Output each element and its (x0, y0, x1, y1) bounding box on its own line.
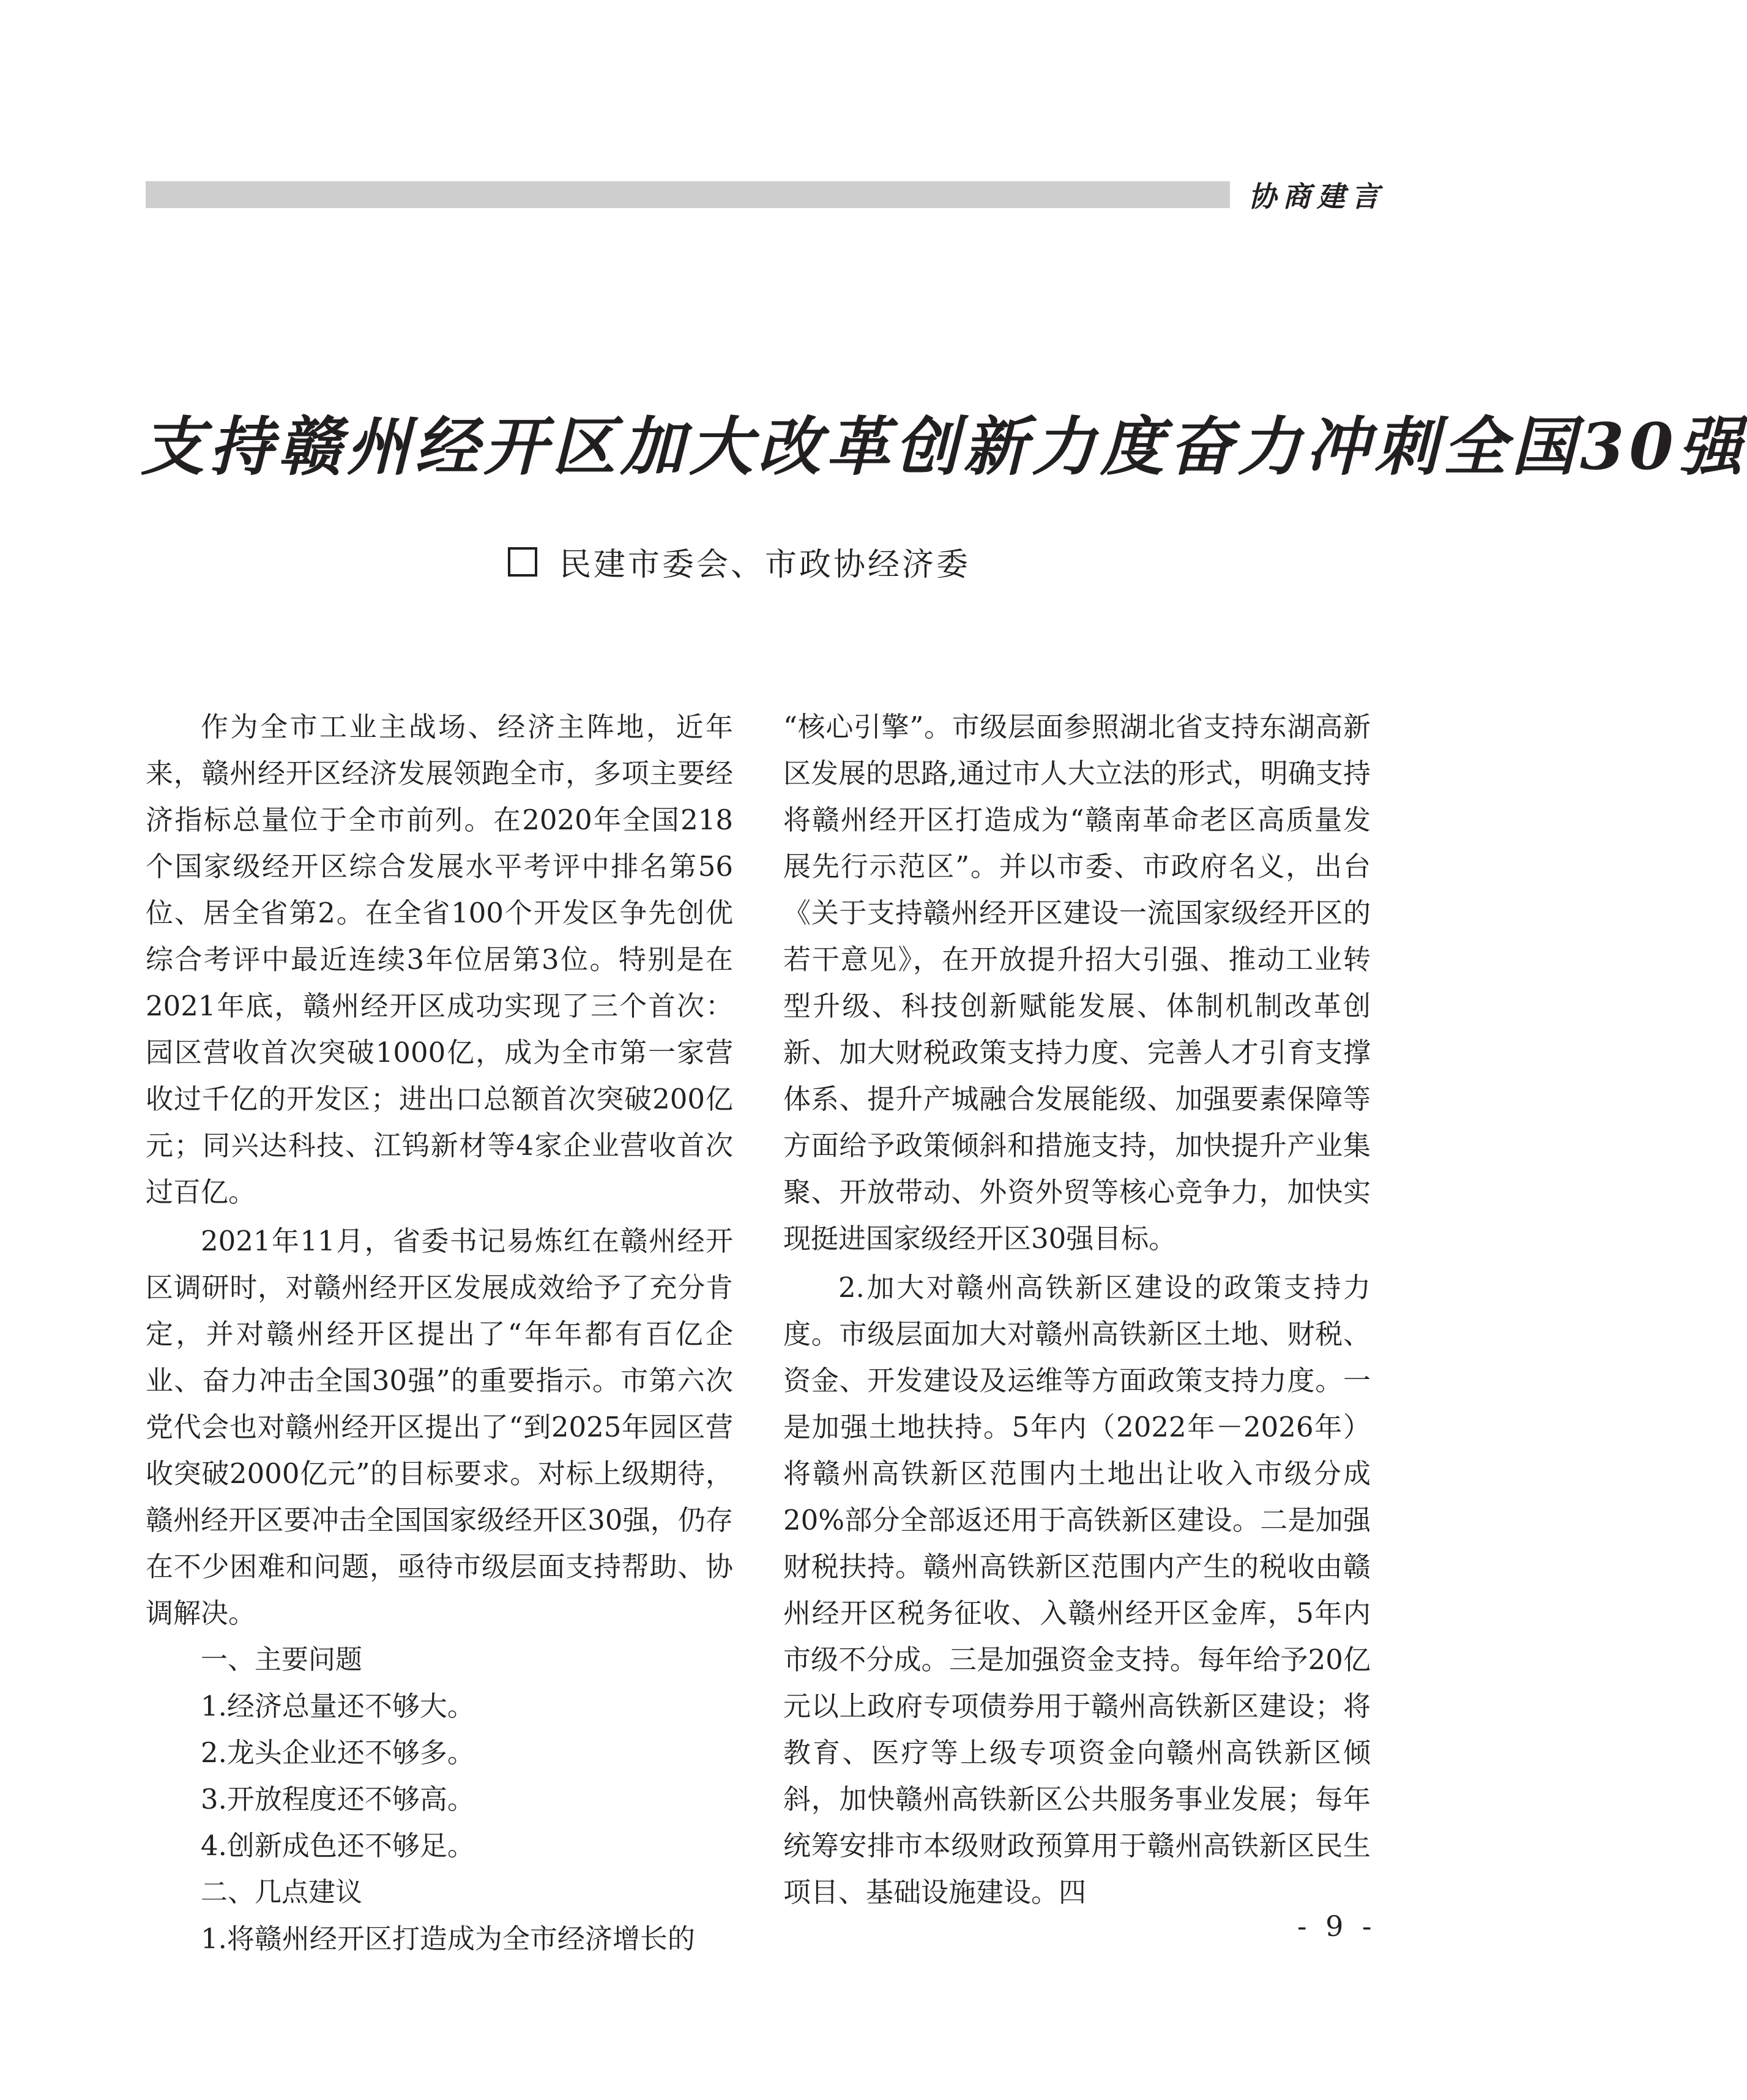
paragraph: 2.加大对赣州高铁新区建设的政策支持力度。市级层面加大对赣州高铁新区土地、财税、资金、开发建设及运维等方面政策支持力度。一是加强土地扶持。5年内（2022年－2026年）将赣州高铁新区范围内土地出让收入市级分成20%部分全部返还用于高铁新区建设。二是加强财税扶持。赣州高铁新区范围内产生的税收由赣州经开区税务征收、入赣州经开区金库，5年内市级不分成。三是加强资金支持。每年给予20亿元以上政府专项债券用于赣州高铁新区建设；将教育、医疗等上级专项资金向赣州高铁新区倾斜，加快赣州高铁新区公共服务事业发展；每年统筹安排市本级财政预算用于赣州高铁新区民生项目、基础设施建设。四 (783, 1271, 1371, 1908)
author: 民建市委会、市政协经济委 (559, 547, 971, 583)
section-tag: 协商建言 (1248, 180, 1385, 213)
section-heading: 二、几点建议 (201, 1877, 362, 1908)
list-item: 3.开放程度还不够高。 (201, 1783, 475, 1815)
author-line (508, 539, 970, 585)
right-column (783, 704, 1371, 1916)
page-number: - 9 - (1297, 1910, 1377, 1943)
paragraph: 2021年11月，省委书记易炼红在赣州经开区调研时，对赣州经开区发展成效给予了充分肯定，并对赣州经开区提出了“年年都有百亿企业、奋力冲击全国30强”的重要指示。市第六次党代会也对赣州经开区提出了“到2025年园区营收突破2000亿元”的目标要求。对标上级期待，赣州经开区要冲击全国国家级经开区30强，仍存在不少困难和问题，亟待市级层面支持帮助、协调解决。 (146, 1225, 733, 1629)
header-bar (146, 181, 1230, 208)
left-column (146, 704, 733, 1962)
list-item: 4.创新成色还不够足。 (201, 1829, 475, 1862)
square-bullet-icon (508, 547, 537, 577)
list-item: 2.龙头企业还不够多。 (201, 1736, 475, 1769)
section-heading: 一、主要问题 (201, 1644, 362, 1675)
list-item: 1.经济总量还不够大。 (201, 1690, 475, 1722)
article-title: 支持赣州经开区加大改革创新力度奋力冲刺全国30强 (141, 409, 1747, 484)
paragraph: 作为全市工业主战场、经济主阵地，近年来，赣州经开区经济发展领跑全市，多项主要经济指标总量位于全市前列。在2020年全国218个国家级经开区综合发展水平考评中排名第56位、居全省第2。在全省100个开发区争先创优综合考评中最近连续3年位居第3位。特别是在2021年底，赣州经开区成功实现了三个首次：园区营收首次突破1000亿，成为全市第一家营收过千亿的开发区；进出口总额首次突破200亿元；同兴达科技、江钨新材等4家企业营收首次过百亿。 (146, 711, 733, 1208)
list-item: 1.将赣州经开区打造成为全市经济增长的 (201, 1923, 695, 1955)
paragraph: “核心引擎”。市级层面参照湖北省支持东湖高新区发展的思路,通过市人大立法的形式，明确支持将赣州经开区打造成为“赣南革命老区高质量发展先行示范区”。并以市委、市政府名义，出台《关于支持赣州经开区建设一流国家级经开区的若干意见》，在开放提升招大引强、推动工业转型升级、科技创新赋能发展、体制机制改革创新、加大财税政策支持力度、完善人才引育支撑体系、提升产城融合发展能级、加强要素保障等方面给予政策倾斜和措施支持，加快提升产业集聚、开放带动、外资外贸等核心竞争力，加快实现挺进国家级经开区30强目标。 (783, 711, 1371, 1255)
